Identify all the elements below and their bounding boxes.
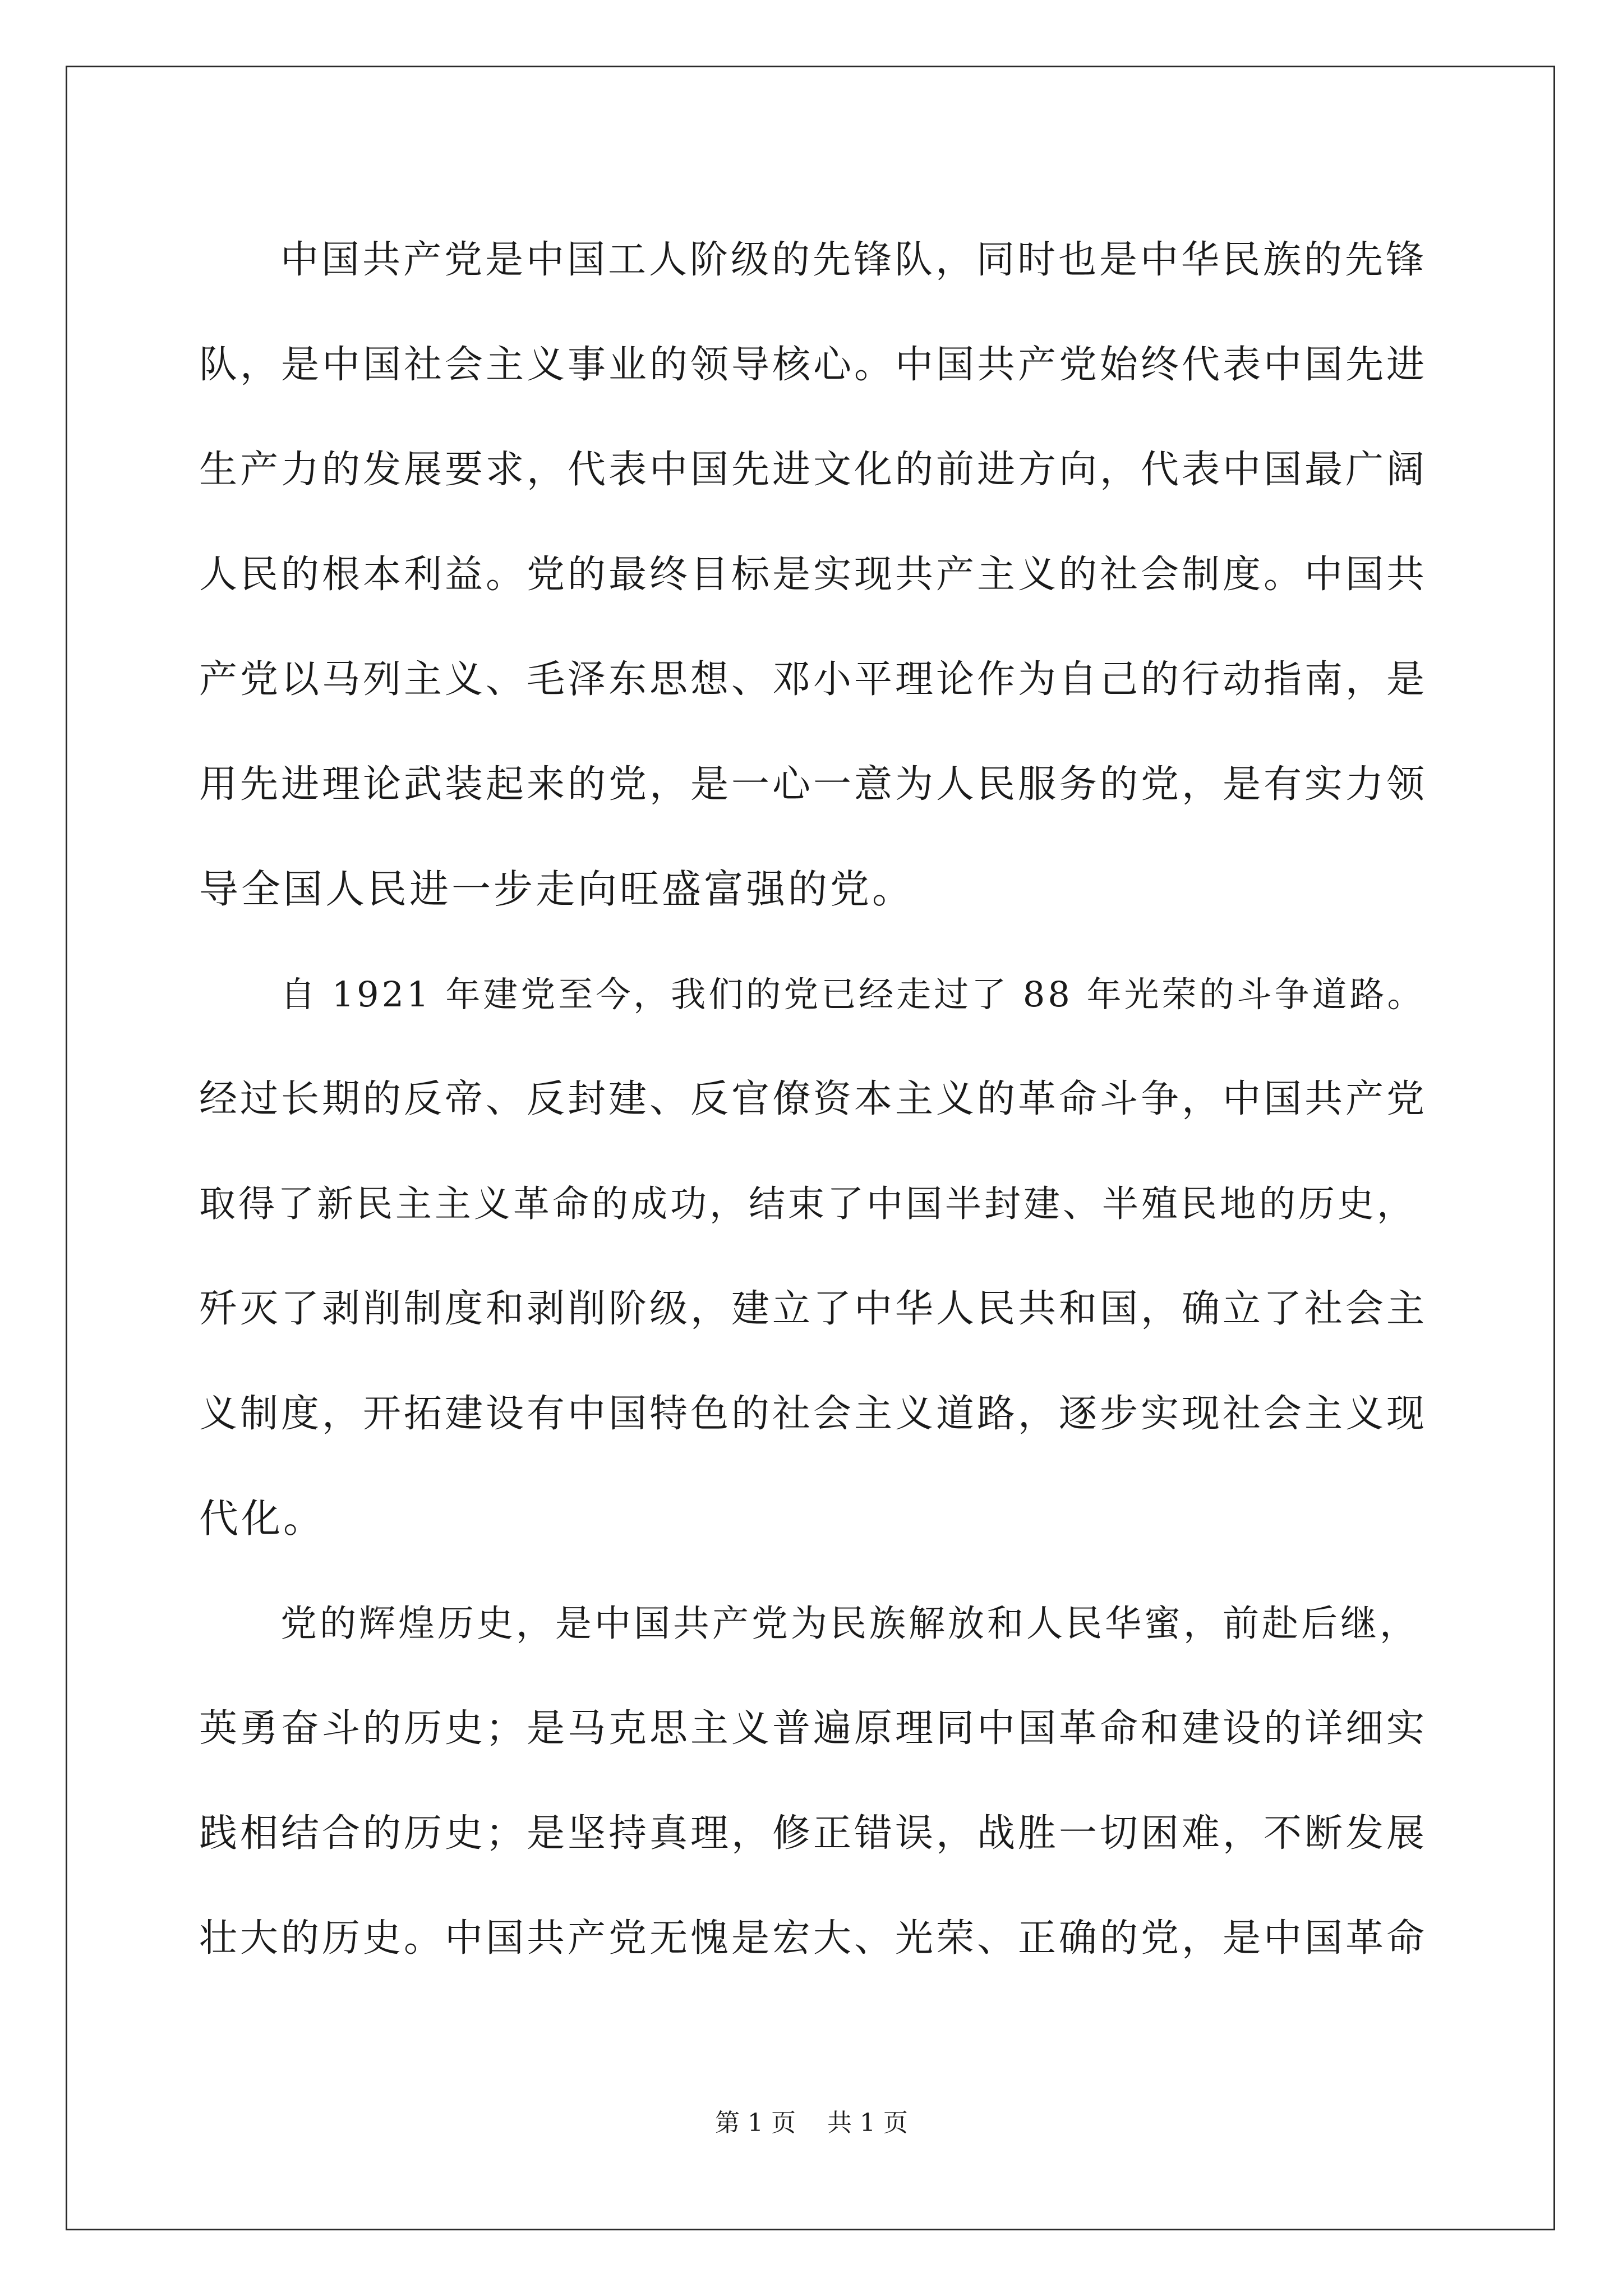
page-number-footer: 第 1 页 共 1 页: [715, 2109, 908, 2137]
document-body: [199, 208, 1427, 1991]
text-line: 英勇奋斗的历史；是马克思主义普遍原理同中国革命和建设的详细实: [199, 1706, 1428, 1751]
text-line: 生产力的发展要求，代表中国先进文化的前进方向，代表中国最广阔: [199, 448, 1428, 492]
text-line: 导全国人民进一步走向旺盛富强的党。: [199, 866, 914, 912]
text-line: 产党以马列主义、毛泽东思想、邓小平理论作为自己的行动指南，是: [199, 657, 1428, 702]
text-line: 人民的根本利益。党的最终目标是实现共产主义的社会制度。中国共: [199, 553, 1428, 597]
text-line: 经过长期的反帝、反封建、反官僚资本主义的革命斗争，中国共产党: [199, 1077, 1428, 1121]
text-line: 义制度，开拓建设有中国特色的社会主义道路，逐步实现社会主义现: [199, 1392, 1428, 1436]
text-line: 代化。: [199, 1496, 325, 1542]
text-line: 用先进理论武装起来的党，是一心一意为人民服务的党，是有实力领: [199, 762, 1428, 807]
text-line: 歼灭了剥削制度和剥削阶级，建立了中华人民共和国，确立了社会主: [199, 1287, 1428, 1331]
text-line: 队，是中国社会主义事业的领导核心。中国共产党始终代表中国先进: [199, 343, 1428, 387]
text-line: 党的辉煌历史，是中国共产党为民族解放和人民华蜜，前赴后继，: [280, 1603, 1419, 1645]
text-line: 中国共产党是中国工人阶级的先锋队，同时也是中华民族的先锋: [280, 238, 1427, 282]
text-line: 壮大的历史。中国共产党无愧是宏大、光荣、正确的党，是中国革命: [199, 1916, 1428, 1961]
text-line: 自 1921 年建党至今，我们的党已经走过了 88 年光荣的斗争道路。: [280, 974, 1425, 1015]
text-line: 践相结合的历史；是坚持真理，修正错误，战胜一切困难，不断发展: [199, 1811, 1428, 1856]
text-line: 取得了新民主主义革命的成功，结束了中国半封建、半殖民地的历史，: [199, 1183, 1417, 1225]
